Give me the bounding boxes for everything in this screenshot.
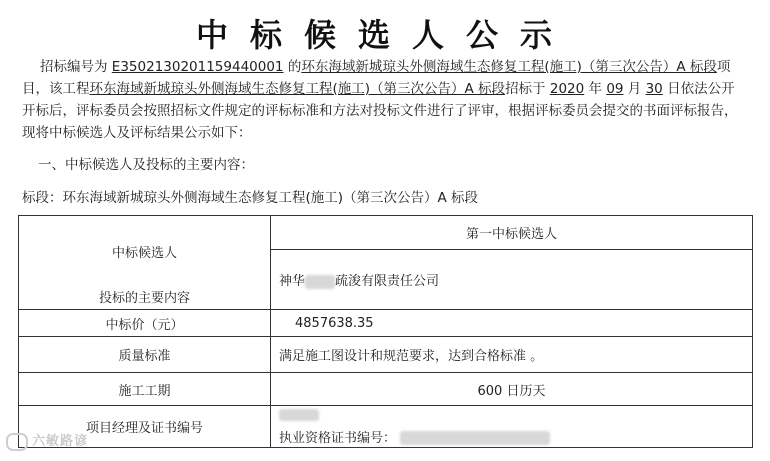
- tender-code: E3502130201159440001: [111, 59, 284, 75]
- company-cell: [271, 250, 753, 310]
- row-label: 施工工期: [19, 373, 271, 406]
- candidate-table: [18, 215, 753, 448]
- intro-text: 招标编号为: [40, 59, 108, 75]
- construction-period: 600 日历天: [271, 373, 753, 406]
- redaction-block: [279, 409, 319, 421]
- table-row: [19, 406, 753, 448]
- company-name: 神华: [279, 274, 306, 289]
- redaction-block: [305, 275, 335, 289]
- open-year: 2020: [549, 81, 585, 97]
- section-heading: 一、中标候选人及投标的主要内容：: [38, 157, 254, 173]
- intro-text: 年: [588, 81, 603, 97]
- table-row: [19, 373, 753, 406]
- project-name-2: 环东海域新城琼头外侧海域生态修复工程(施工)（第三次公告）A 标段: [89, 81, 506, 97]
- row-label: 项目经理及证书编号: [19, 406, 271, 448]
- header-content-label: 投标的主要内容: [98, 291, 190, 306]
- cert-label: 执业资格证书编号：: [279, 430, 397, 446]
- lot-line: 标段：环东海域新城琼头外侧海域生态修复工程(施工)（第三次公告）A 标段: [22, 190, 479, 206]
- table-row: [19, 216, 753, 250]
- open-month: 09: [606, 81, 624, 97]
- header-left-cell: [19, 216, 271, 310]
- watermark-logo-icon: [6, 433, 28, 451]
- header-candidate-label: 中标候选人: [111, 246, 177, 261]
- intro-text: 项目，该工程: [22, 59, 731, 97]
- watermark-text: 六敏路谚: [32, 434, 89, 449]
- row-label: 质量标准: [19, 337, 271, 373]
- bid-price: 4857638.35: [271, 310, 753, 337]
- manager-name-redacted: [279, 408, 744, 423]
- row-label: 中标价（元）: [19, 310, 271, 337]
- project-name: 环东海域新城琼头外侧海域生态修复工程(施工)（第三次公告）A 标段: [301, 59, 717, 75]
- intro-paragraph: [22, 56, 742, 144]
- intro-text: 日依法公开开标后，评标委员会按照招标文件规定的评标标准和方法对投标文件进行了评审，根据评标委员会提交的书面评标报告，现将中标候选人及评标结果公示如下：: [22, 81, 738, 141]
- intro-text: 的: [287, 59, 302, 75]
- table-row: [19, 337, 753, 373]
- watermark: [6, 430, 88, 451]
- quality-standard: 满足施工图设计和规范要求，达到合格标准 。: [271, 337, 753, 373]
- open-day: 30: [645, 81, 663, 97]
- company-name-tail: 疏浚有限责任公司: [335, 274, 440, 289]
- intro-text: 月: [627, 81, 642, 97]
- intro-text: 招标于: [505, 81, 546, 97]
- header-first-candidate: 第一中标候选人: [271, 216, 753, 250]
- redaction-block: [400, 431, 550, 445]
- manager-cell: [271, 406, 753, 448]
- table-row: [19, 310, 753, 337]
- page-title: 中标候选人公示: [195, 16, 574, 54]
